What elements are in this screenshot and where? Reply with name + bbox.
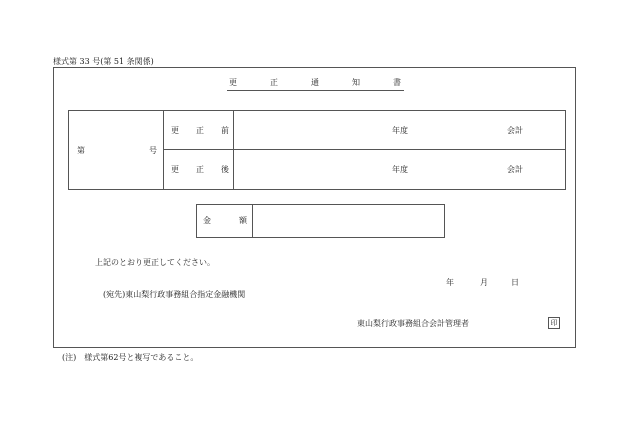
row-before-account: 会計	[507, 126, 523, 135]
table-divider-left	[163, 110, 164, 190]
date-year: 年	[446, 278, 454, 287]
row-before-char-3: 前	[221, 126, 229, 135]
row-before-label	[171, 126, 229, 136]
number-label-dai: 第	[77, 146, 85, 155]
amount-label	[203, 216, 247, 226]
date-day: 日	[511, 278, 519, 287]
row-before-char-1: 更	[171, 126, 179, 135]
row-after-year: 年度	[392, 165, 408, 174]
seal-box	[548, 317, 560, 329]
row-after-label	[171, 165, 229, 175]
title-char-3: 通	[311, 78, 319, 87]
row-before-year: 年度	[392, 126, 408, 135]
title-char-5: 書	[393, 78, 401, 87]
title-underline	[227, 90, 404, 91]
title-char-2: 正	[270, 78, 278, 87]
body-text: 上記のとおり更正してください。	[95, 258, 215, 267]
table-row-divider	[163, 149, 566, 150]
recipient: (宛先)東山梨行政事務組合指定金融機関	[103, 290, 246, 299]
date-month: 月	[480, 278, 488, 287]
row-after-char-3: 後	[221, 165, 229, 174]
title-char-4: 知	[352, 78, 360, 87]
amount-label-char-2: 額	[239, 216, 247, 225]
row-after-char-2: 正	[196, 165, 204, 174]
row-after-char-1: 更	[171, 165, 179, 174]
amount-label-char-1: 金	[203, 216, 211, 225]
issuer: 東山梨行政事務組合会計管理者	[357, 319, 469, 328]
form-number: 様式第 33 号(第 51 条関係)	[53, 57, 154, 66]
amount-divider	[252, 204, 253, 238]
seal-icon: 印	[550, 319, 558, 327]
footnote: (注) 様式第62号と複写であること。	[62, 353, 199, 362]
table-divider-mid	[233, 110, 234, 190]
number-label-go: 号	[149, 146, 157, 155]
row-after-account: 会計	[507, 165, 523, 174]
row-before-char-2: 正	[196, 126, 204, 135]
title-char-1: 更	[229, 78, 237, 87]
document-title	[229, 78, 401, 88]
number-label	[77, 146, 157, 156]
